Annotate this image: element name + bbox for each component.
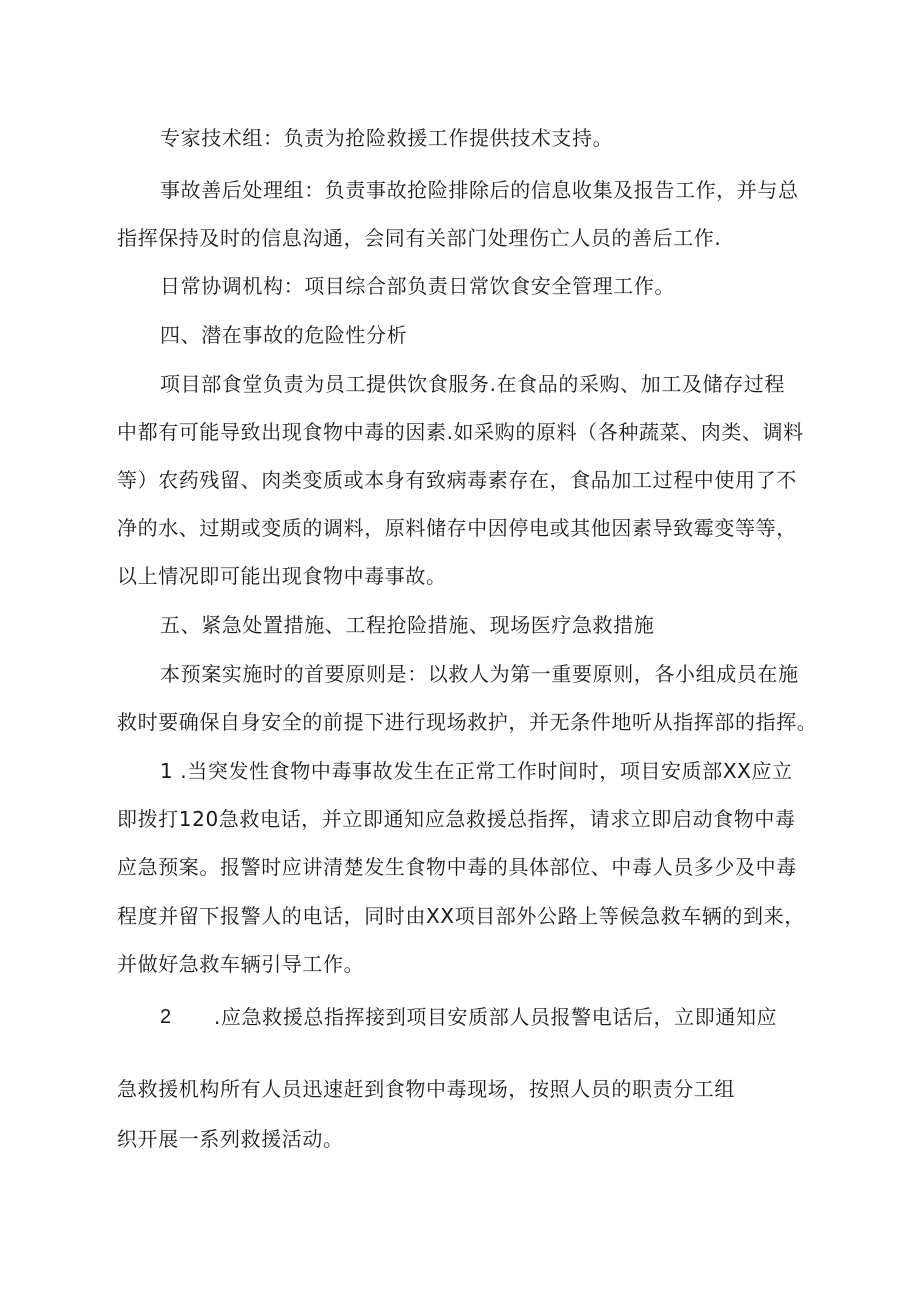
text-line: 并做好急救车辆引导工作。 (117, 952, 365, 976)
text-line: 救时要确保自身安全的前提下进行现场救护，并无条件地听从指挥部的指挥。 (117, 710, 818, 734)
text-line: 日常协调机构：项目综合部负责日常饮食安全管理工作。 (160, 274, 675, 298)
text-line: 专家技术组：负责为抢险救援工作提供技术支持。 (160, 126, 614, 150)
text-line: 应急预案。报警时应讲清楚发生食物中毒的具体部位、中毒人员多少及中毒 (117, 855, 797, 879)
text-line: 指挥保持及时的信息沟通，会同有关部门处理伤亡人员的善后工作. (117, 226, 722, 250)
section-heading: 四、潜在事故的危险性分析 (160, 323, 408, 347)
text-line: 程度并留下报警人的电话，同时由XX项目部外公路上等候急救车辆的到来， (117, 904, 805, 928)
text-line: .应急救援总指挥接到项目安质部人员报警电话后，立即通知应 (214, 1005, 778, 1029)
text-line: 中都有可能导致出现食物中毒的因素.如采购的原料（各种蔬菜、肉类、调料 (117, 420, 804, 444)
text-line: 1 .当突发性食物中毒事故发生在正常工作时间时，项目安质部XX应立 (160, 759, 793, 783)
text-line: 净的水、过期或变质的调料，原料储存中因停电或其他因素导致霉变等等， (117, 516, 797, 540)
text-line: 等）农药残留、肉类变质或本身有致病毒素存在，食品加工过程中使用了不 (117, 468, 797, 492)
text-line: 本预案实施时的首要原则是：以救人为第一重要原则，各小组成员在施 (160, 662, 799, 686)
section-heading: 五、紧急处置措施、工程抢险措施、现场医疗急救措施 (160, 613, 655, 637)
text-line: 以上情况即可能出现食物中毒事故。 (117, 564, 447, 588)
text-line: 急救援机构所有人员迅速赶到食物中毒现场，按照人员的职责分工组 (117, 1077, 735, 1101)
text-line: 项目部食堂负责为员工提供饮食服务.在食品的采购、加工及储存过程 (160, 372, 785, 396)
text-line: 织开展一系列救援活动。 (117, 1127, 344, 1151)
list-number: 2 (160, 1006, 172, 1028)
text-line: 事故善后处理组：负责事故抢险排除后的信息收集及报告工作，并与总 (160, 178, 799, 202)
text-line: 即拨打120急救电话，并立即通知应急救援总指挥，请求立即启动食物中毒 (117, 807, 796, 831)
